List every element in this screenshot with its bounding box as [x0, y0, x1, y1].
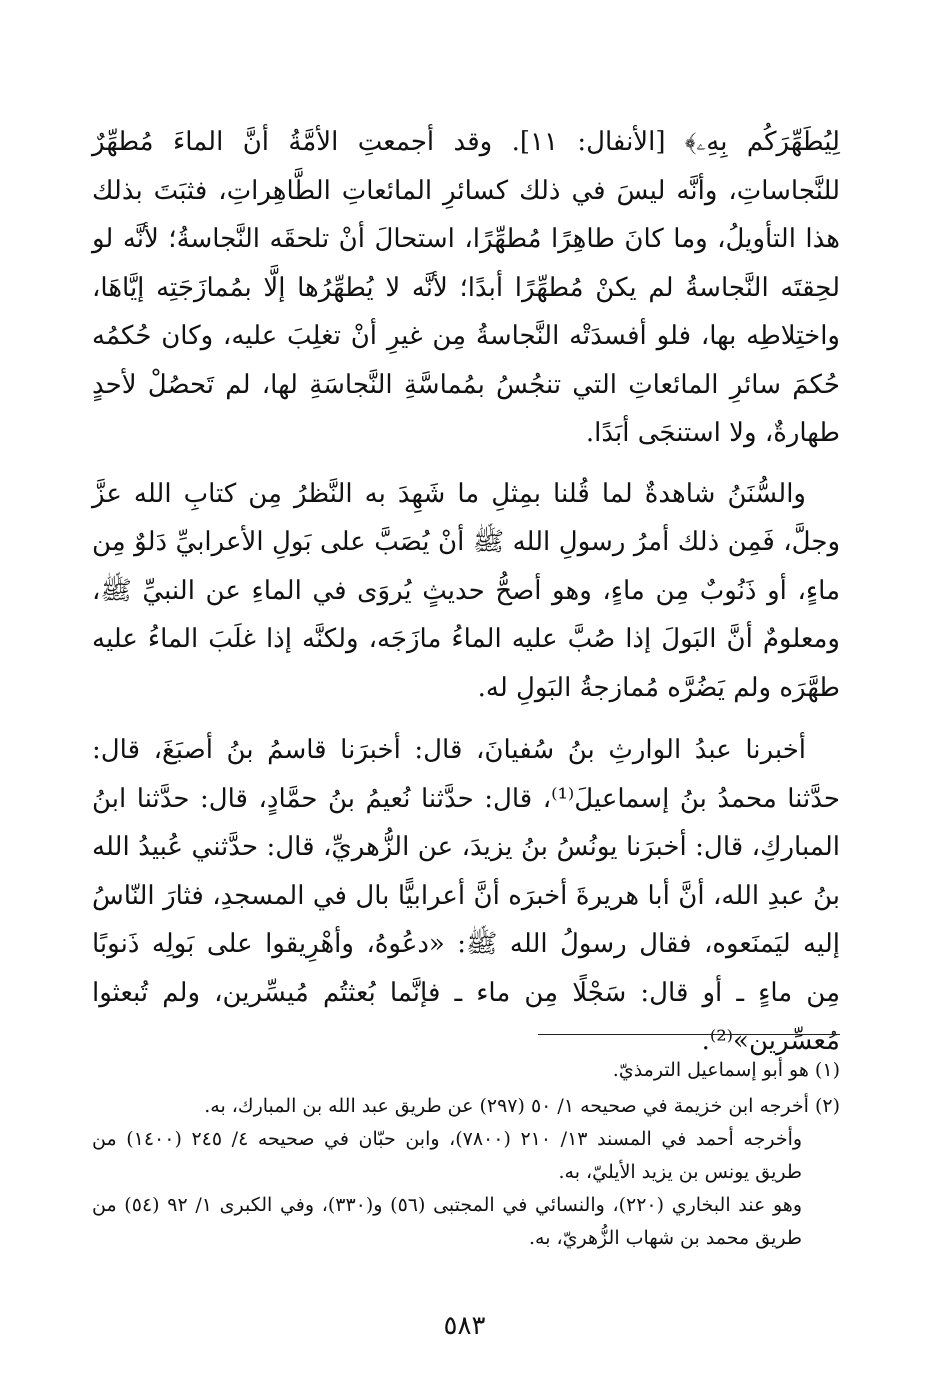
footnote-2-continuation: وهو عند البخاري (٢٢٠)، والنسائي في المجتبى (٥٦) و(٣٣٠)، وفي الكبرى ١/ ٩٢ (٥٤) من طريق محمد بن شهاب الزُّهريّ، به. [92, 1194, 802, 1249]
footnote-2-continuation: وأخرجه أحمد في المسند ١٣/ ٢١٠ (٧٨٠٠)، وابن حبّان في صحيحه ٤/ ٢٤٥ (١٤٠٠) من طريق يونس بن يزيد الأيليّ، به. [92, 1128, 803, 1183]
paragraph-hadith-chain: أخبرنا عبدُ الوارثِ بنُ سُفيانَ، قال: أخبرَنا قاسمُ بنُ أصبَغَ، قال: حدَّثنا محمدُ بنُ إسماعيلَ⁽¹⁾، قال: حدَّثنا نُعيمُ بنُ حمَّادٍ، قال: حدَّثنا ابنُ المباركِ، قال: أخبرَنا يونُسُ بنُ يزيدَ، عن الزُّهريِّ، قال: حدَّثني عُبيدُ الله بنُ عبدِ الله، أنَّ أبا هريرةَ أخبرَه أنَّ أعرابيًّا بال في المسجدِ، فثارَ النّاسُ إليه ليَمنَعوه، فقال رسولُ الله ﷺ: «دعُوهُ، وأهْرِيقوا على بَولِه ذَنوبًا مِن ماءٍ ـ أو قال: سَجْلًا مِن ماء ـ فإنَّما بُعثتُم مُيسِّرين، ولم تُبعثوا مُعسِّرين»⁽²⁾. [92, 735, 840, 1056]
paragraph-sunnah-evidence: والسُّنَنُ شاهدةٌ لما قُلنا بمِثلِ ما شَهِدَ به النَّظرُ مِن كتابِ الله عزَّ وجلَّ، فَمِن ذلك أمرُ رسولِ الله ﷺ أنْ يُصَبَّ على بَولِ الأعرابيِّ دَلوٌ مِن ماءٍ، أو ذَنُوبٌ مِن ماءٍ، وهو أصحُّ حديثٍ يُروَى في الماءِ عن النبيِّ ﷺ، ومعلومٌ أنَّ البَولَ إذا صُبَّ عليه الماءُ مازَجَه، ولكنَّه إذا غلَبَ الماءُ عليه طهَّرَه ولم يَضُرَّه مُمازجةُ البَولِ له. [92, 478, 840, 703]
footnote-2: (٢) أخرجه ابن خزيمة في صحيحه ١/ ٥٠ (٢٩٧) عن طريق عبد الله بن المبارك، به. [204, 1095, 840, 1117]
main-text [92, 118, 840, 1066]
footnotes [92, 1054, 840, 1255]
footnote-separator [538, 1034, 840, 1035]
paragraph-gap [92, 712, 840, 726]
page-number: ٥٨٣ [443, 1311, 486, 1341]
paragraph-quranic-interpretation: لِيُطَهِّرَكُم بِهِۦ﴾ [الأنفال: ١١]. وقد أجمعتِ الأمَّةُ أنَّ الماءَ مُطهِّرٌ للنَّجاساتِ، وأنَّه ليسَ في ذلك كسائرِ المائعاتِ الطَّاهِراتِ، فثبَتَ بذلك هذا التأويلُ، وما كانَ طاهِرًا مُطهِّرًا، استحالَ أنْ تلحقَه النَّجاسةُ؛ لأنَّه لو لحِقتَه النَّجاسةُ لم يكنْ مُطهِّرًا أبدًا؛ لأنَّه لا يُطهِّرُها إلَّا بمُمازَجَتِه إيَّاهَا، واختِلاطِه بها، فلو أفسدَتْه النَّجاسةُ مِن غيرِ أنْ تغلِبَ عليه، وكان حُكمُه حُكمَ سائرِ المائعاتِ التي تنجُسُ بمُماسَّةِ النَّجاسَةِ لها، لم تَحصُلْ لأحدٍ طهارةٌ، ولا استنجَى أبَدًا. [92, 127, 840, 448]
paragraph-gap [92, 458, 840, 470]
footnote-1: (١) هو أبو إسماعيل الترمذيّ. [612, 1059, 840, 1081]
